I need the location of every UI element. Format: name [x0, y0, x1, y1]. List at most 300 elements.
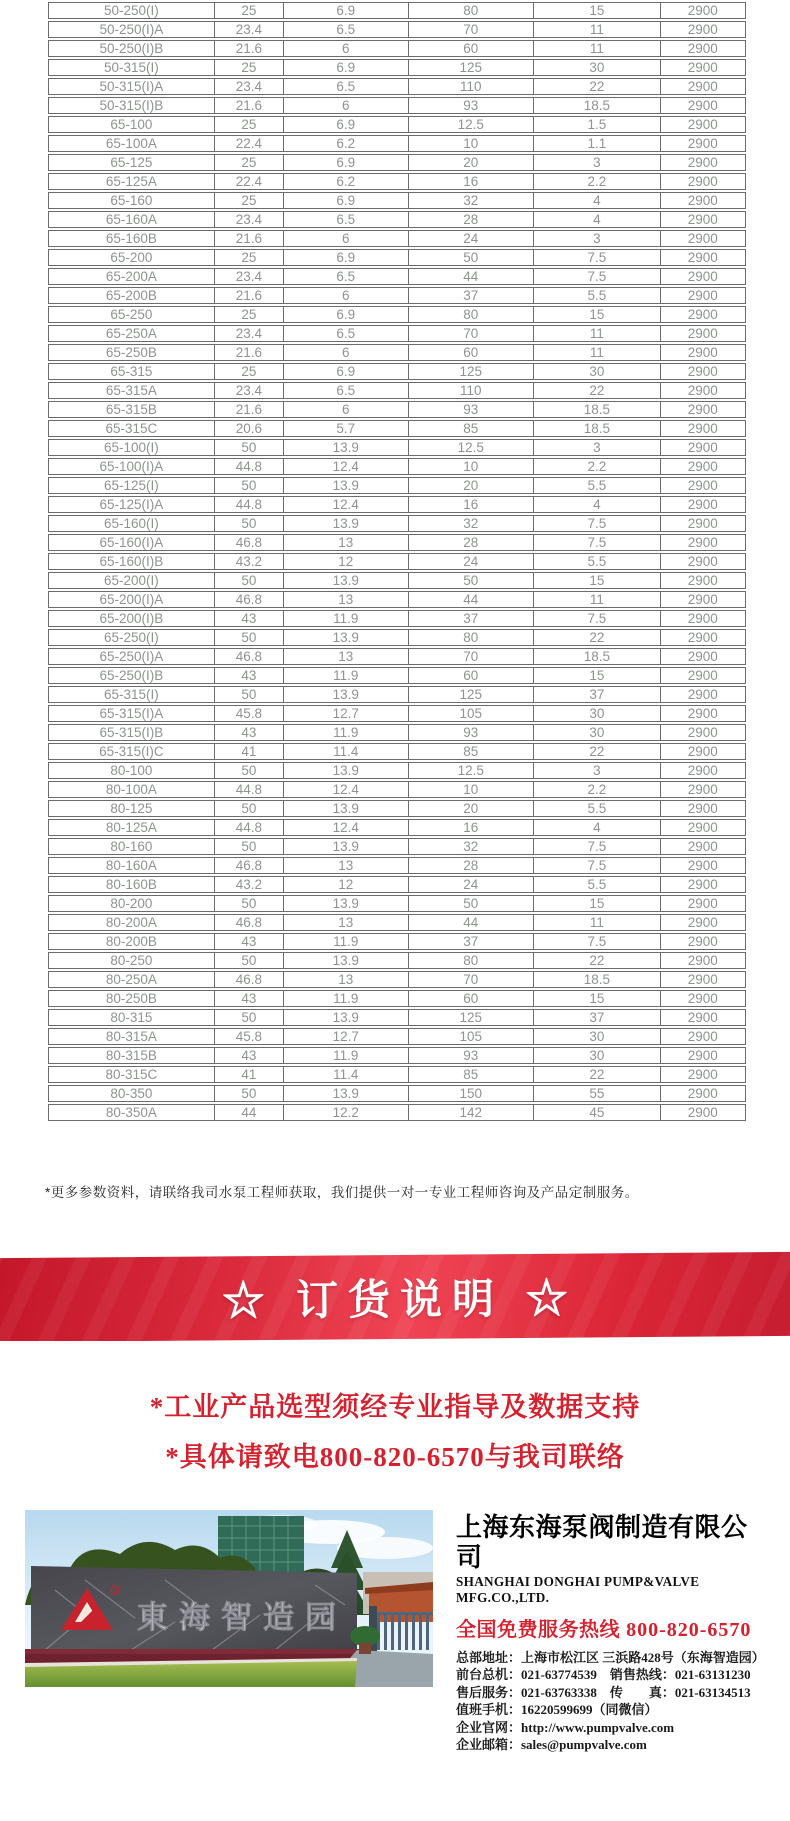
spec-table-cell: 18.5 [533, 971, 660, 988]
spec-table-cell: 46.8 [214, 914, 283, 931]
spec-table-cell: 65-100(I) [48, 439, 214, 456]
spec-table-row [48, 667, 746, 684]
spec-table-cell: 15 [533, 895, 660, 912]
spec-table-cell: 28 [408, 857, 534, 874]
spec-table-cell: 25 [214, 2, 283, 19]
spec-table-cell: 65-125 [48, 154, 214, 171]
spec-table-cell: 30 [533, 705, 660, 722]
spec-table-cell: 46.8 [214, 591, 283, 608]
spec-table-cell: 23.4 [214, 211, 283, 228]
spec-table-cell: 2900 [660, 534, 746, 551]
spec-table-cell: 6.9 [283, 306, 408, 323]
spec-table-cell: 50 [214, 477, 283, 494]
spec-table-row [48, 287, 746, 304]
selection-notice [0, 1385, 790, 1474]
spec-table-row [48, 1085, 746, 1102]
spec-table-cell: 11 [533, 21, 660, 38]
spec-table-cell: 65-315A [48, 382, 214, 399]
spec-table-cell: 65-100 [48, 116, 214, 133]
spec-table-row [48, 1047, 746, 1064]
spec-table-cell: 45 [533, 1104, 660, 1121]
spec-table-row [48, 952, 746, 969]
spec-table-cell: 60 [408, 40, 534, 57]
spec-table-cell: 7.5 [533, 268, 660, 285]
spec-table-row [48, 230, 746, 247]
spec-table-cell: 2900 [660, 420, 746, 437]
spec-table-cell: 6.5 [283, 268, 408, 285]
photo-sign-text: 東海智造园 [137, 1600, 347, 1635]
spec-table-cell: 2900 [660, 990, 746, 1007]
spec-table-cell: 2900 [660, 933, 746, 950]
spec-table-row [48, 1009, 746, 1026]
spec-table-cell: 50-250(I) [48, 2, 214, 19]
spec-table-cell: 7.5 [533, 249, 660, 266]
spec-table-cell: 65-160A [48, 211, 214, 228]
spec-table-cell: 2900 [660, 230, 746, 247]
spec-table-cell: 21.6 [214, 230, 283, 247]
spec-table-row [48, 59, 746, 76]
spec-table-cell: 11 [533, 344, 660, 361]
spec-table-cell: 43 [214, 724, 283, 741]
company-contact-list [456, 1649, 765, 1753]
spec-table-cell: 65-250(I)A [48, 648, 214, 665]
spec-table-row [48, 762, 746, 779]
spec-table-row [48, 781, 746, 798]
spec-table-cell: 10 [408, 781, 534, 798]
spec-table-cell: 46.8 [214, 971, 283, 988]
spec-table-cell: 13.9 [283, 895, 408, 912]
spec-table-cell: 80-350A [48, 1104, 214, 1121]
spec-table-cell: 80-315B [48, 1047, 214, 1064]
spec-table-cell: 65-160(I) [48, 515, 214, 532]
spec-table-cell: 65-315B [48, 401, 214, 418]
spec-table-cell: 13.9 [283, 762, 408, 779]
spec-table-cell: 16 [408, 819, 534, 836]
spec-table-row [48, 382, 746, 399]
spec-table-cell: 2900 [660, 192, 746, 209]
service-hotline-number: 800-820-6570 [626, 1619, 752, 1641]
spec-table-cell: 13 [283, 534, 408, 551]
company-contact-line: 售后服务：021-63763338 传 真：021-63134513 [456, 1684, 751, 1700]
spec-table-cell: 13.9 [283, 477, 408, 494]
spec-table-cell: 37 [533, 1009, 660, 1026]
spec-table-cell: 2900 [660, 40, 746, 57]
spec-table-cell: 11.9 [283, 667, 408, 684]
spec-table-cell: 80 [408, 306, 534, 323]
spec-table-cell: 2900 [660, 59, 746, 76]
spec-table-cell: 1.5 [533, 116, 660, 133]
spec-table-cell: 65-200(I)A [48, 591, 214, 608]
spec-table-cell: 7.5 [533, 838, 660, 855]
spec-table-cell: 13.9 [283, 1009, 408, 1026]
spec-table-cell: 22 [533, 952, 660, 969]
company-contact-line: 前台总机：021-63774539 销售热线：021-63131230 [456, 1667, 751, 1683]
spec-table-cell: 2900 [660, 1009, 746, 1026]
spec-table-cell: 25 [214, 59, 283, 76]
spec-table-cell: 5.5 [533, 553, 660, 570]
spec-table-row [48, 21, 746, 38]
spec-table-cell: 2900 [660, 1066, 746, 1083]
spec-table-row [48, 800, 746, 817]
spec-table-cell: 24 [408, 553, 534, 570]
spec-table-cell: 6.5 [283, 211, 408, 228]
spec-table-cell: 2900 [660, 496, 746, 513]
spec-table-cell: 2900 [660, 705, 746, 722]
spec-table-cell: 20 [408, 154, 534, 171]
spec-table-cell: 15 [533, 572, 660, 589]
spec-table-cell: 6.5 [283, 21, 408, 38]
spec-table-cell: 25 [214, 154, 283, 171]
spec-table-cell: 30 [533, 1047, 660, 1064]
spec-table-cell: 15 [533, 667, 660, 684]
selection-notice-line-1: *工业产品选型须经专业指导及数据支持 [149, 1392, 641, 1422]
spec-table-row [48, 344, 746, 361]
spec-table-cell: 65-125(I)A [48, 496, 214, 513]
spec-table-cell: 2900 [660, 1104, 746, 1121]
order-instructions-title: ☆ 订货说明 ☆ [222, 1274, 578, 1325]
spec-table-cell: 2900 [660, 971, 746, 988]
spec-table-cell: 30 [533, 59, 660, 76]
spec-table-cell: 2900 [660, 610, 746, 627]
spec-table-cell: 70 [408, 325, 534, 342]
spec-table-cell: 80-200A [48, 914, 214, 931]
spec-table-cell: 2900 [660, 629, 746, 646]
spec-table-row [48, 838, 746, 855]
spec-table-cell: 2900 [660, 325, 746, 342]
spec-table-row [48, 743, 746, 760]
spec-table-cell: 41 [214, 743, 283, 760]
spec-table-cell: 44 [214, 1104, 283, 1121]
spec-table-cell: 12.4 [283, 781, 408, 798]
company-name-cn: 上海东海泵阀制造有限公司 [456, 1512, 748, 1572]
spec-table-cell: 105 [408, 705, 534, 722]
spec-table-cell: 65-315(I) [48, 686, 214, 703]
spec-table-cell: 22 [533, 78, 660, 95]
spec-table-cell: 22 [533, 629, 660, 646]
spec-table-cell: 45.8 [214, 1028, 283, 1045]
spec-table-cell: 65-160(I)B [48, 553, 214, 570]
spec-table-cell: 2900 [660, 800, 746, 817]
spec-table-row [48, 895, 746, 912]
spec-table-cell: 50 [214, 572, 283, 589]
spec-table-cell: 13.9 [283, 952, 408, 969]
spec-table-cell: 6.9 [283, 59, 408, 76]
spec-table-cell: 12.4 [283, 458, 408, 475]
spec-table-cell: 3 [533, 439, 660, 456]
spec-table-cell: 55 [533, 1085, 660, 1102]
spec-table-cell: 13.9 [283, 629, 408, 646]
spec-table-cell: 2900 [660, 819, 746, 836]
company-contact-line: 企业官网：http://www.pumpvalve.com [456, 1719, 675, 1735]
spec-table-cell: 15 [533, 306, 660, 323]
spec-table-cell: 5.5 [533, 477, 660, 494]
spec-table-cell: 43 [214, 990, 283, 1007]
spec-table-cell: 7.5 [533, 857, 660, 874]
spec-table-cell: 12.4 [283, 819, 408, 836]
spec-table-cell: 6 [283, 287, 408, 304]
spec-table-cell: 80-250B [48, 990, 214, 1007]
spec-table-cell: 20 [408, 800, 534, 817]
spec-table-row [48, 458, 746, 475]
spec-table-cell: 6.9 [283, 363, 408, 380]
spec-table-cell: 22 [533, 382, 660, 399]
spec-table-cell: 2900 [660, 1047, 746, 1064]
spec-table-cell: 6.9 [283, 249, 408, 266]
spec-table-cell: 23.4 [214, 325, 283, 342]
spec-table-cell: 25 [214, 363, 283, 380]
spec-table-cell: 65-200(I)B [48, 610, 214, 627]
spec-table-cell: 15 [533, 990, 660, 1007]
spec-table-cell: 12.5 [408, 439, 534, 456]
spec-table-cell: 22 [533, 743, 660, 760]
spec-table-cell: 21.6 [214, 401, 283, 418]
spec-table-cell: 12 [283, 553, 408, 570]
spec-table-cell: 65-250(I) [48, 629, 214, 646]
selection-notice-line-2: *具体请致电800-820-6570与我司联络 [165, 1442, 625, 1472]
spec-table-cell: 6 [283, 230, 408, 247]
spec-table-cell: 46.8 [214, 534, 283, 551]
spec-table-cell: 50 [214, 629, 283, 646]
spec-table-cell: 21.6 [214, 97, 283, 114]
spec-table-row [48, 496, 746, 513]
spec-table-cell: 2900 [660, 249, 746, 266]
spec-table-cell: 2900 [660, 515, 746, 532]
spec-table-cell: 43 [214, 667, 283, 684]
spec-table-cell: 2900 [660, 154, 746, 171]
spec-table-cell: 50 [408, 895, 534, 912]
spec-table-cell: 50 [408, 249, 534, 266]
spec-table-cell: 50 [214, 686, 283, 703]
spec-table-cell: 5.5 [533, 800, 660, 817]
spec-table-cell: 23.4 [214, 268, 283, 285]
spec-table-cell: 6 [283, 97, 408, 114]
spec-table-cell: 1.1 [533, 135, 660, 152]
spec-table-cell: 2900 [660, 724, 746, 741]
spec-table-cell: 65-125(I) [48, 477, 214, 494]
spec-table-cell: 3 [533, 154, 660, 171]
spec-table-cell: 50-315(I) [48, 59, 214, 76]
spec-table-cell: 80-350 [48, 1085, 214, 1102]
spec-table-cell: 3 [533, 762, 660, 779]
spec-table-cell: 65-160(I)A [48, 534, 214, 551]
spec-table-cell: 13.9 [283, 515, 408, 532]
spec-table-cell: 65-250B [48, 344, 214, 361]
spec-table-cell: 11.4 [283, 743, 408, 760]
order-instructions-ribbon [0, 1252, 790, 1341]
spec-table-cell: 43.2 [214, 553, 283, 570]
spec-table-cell: 37 [408, 287, 534, 304]
spec-table-cell: 2900 [660, 2, 746, 19]
spec-table-cell: 85 [408, 743, 534, 760]
spec-table-cell: 43 [214, 610, 283, 627]
spec-table-cell: 93 [408, 724, 534, 741]
spec-table-cell: 25 [214, 249, 283, 266]
spec-table-cell: 80-250A [48, 971, 214, 988]
spec-table-cell: 6.9 [283, 116, 408, 133]
spec-table-cell: 80-160B [48, 876, 214, 893]
spec-table-cell: 44 [408, 914, 534, 931]
spec-table-cell: 11 [533, 914, 660, 931]
service-hotline-label: 全国免费服务热线 [456, 1619, 620, 1641]
spec-table-cell: 13.9 [283, 1085, 408, 1102]
spec-table-row [48, 249, 746, 266]
spec-table-cell: 65-250 [48, 306, 214, 323]
spec-table-cell: 30 [533, 1028, 660, 1045]
spec-table-cell: 6.9 [283, 192, 408, 209]
spec-table-cell: 65-315 [48, 363, 214, 380]
spec-table-cell: 2900 [660, 287, 746, 304]
spec-table-cell: 2900 [660, 306, 746, 323]
spec-table-cell: 80-125A [48, 819, 214, 836]
spec-table-cell: 50 [408, 572, 534, 589]
spec-table-cell: 22.4 [214, 173, 283, 190]
factory-photo [25, 1510, 433, 1687]
spec-table-cell: 44 [408, 591, 534, 608]
spec-table-cell: 6.2 [283, 135, 408, 152]
spec-table-cell: 50 [214, 838, 283, 855]
spec-table-cell: 2900 [660, 591, 746, 608]
spec-table-cell: 32 [408, 838, 534, 855]
spec-table-cell: 11.9 [283, 933, 408, 950]
spec-table-cell: 65-250(I)B [48, 667, 214, 684]
spec-table-row [48, 1104, 746, 1121]
spec-table-cell: 80 [408, 629, 534, 646]
spec-table-cell: 2900 [660, 439, 746, 456]
spec-table-cell: 2.2 [533, 173, 660, 190]
spec-table-cell: 44.8 [214, 781, 283, 798]
spec-table-cell: 7.5 [533, 534, 660, 551]
spec-table-cell: 6.5 [283, 325, 408, 342]
spec-table-cell: 11.4 [283, 1066, 408, 1083]
photo-plant-pot [359, 1643, 371, 1654]
spec-table-cell: 2900 [660, 382, 746, 399]
spec-table-cell: 16 [408, 496, 534, 513]
spec-table-row [48, 135, 746, 152]
spec-table-cell: 32 [408, 192, 534, 209]
spec-table-row [48, 971, 746, 988]
spec-table-cell: 2900 [660, 876, 746, 893]
spec-table-cell: 28 [408, 211, 534, 228]
spec-table-cell: 11.9 [283, 610, 408, 627]
spec-table-cell: 45.8 [214, 705, 283, 722]
spec-table-cell: 85 [408, 1066, 534, 1083]
spec-table-cell: 25 [214, 306, 283, 323]
spec-table-row [48, 173, 746, 190]
spec-table-row [48, 40, 746, 57]
spec-table-cell: 150 [408, 1085, 534, 1102]
spec-table-cell: 2900 [660, 116, 746, 133]
spec-table-cell: 11.9 [283, 990, 408, 1007]
spec-table-row [48, 2, 746, 19]
spec-table-cell: 21.6 [214, 287, 283, 304]
spec-table-cell: 110 [408, 78, 534, 95]
spec-table-cell: 5.5 [533, 287, 660, 304]
spec-table-cell: 6.5 [283, 78, 408, 95]
pump-spec-table-body [48, 2, 746, 1121]
spec-table-row [48, 629, 746, 646]
spec-table-row [48, 192, 746, 209]
spec-table-cell: 50 [214, 439, 283, 456]
spec-table-cell: 80-315 [48, 1009, 214, 1026]
spec-table-cell: 12.5 [408, 116, 534, 133]
spec-table-row [48, 401, 746, 418]
spec-table-row [48, 97, 746, 114]
photo-hedge-highlight [25, 1649, 365, 1654]
spec-table-row [48, 420, 746, 437]
spec-table-cell: 2900 [660, 21, 746, 38]
company-section [0, 1510, 790, 1753]
spec-table-cell: 80-200B [48, 933, 214, 950]
spec-table-cell: 65-250A [48, 325, 214, 342]
spec-table-cell: 12 [283, 876, 408, 893]
spec-table-row [48, 515, 746, 532]
spec-table-cell: 30 [533, 363, 660, 380]
spec-table-row [48, 78, 746, 95]
spec-table-cell: 13 [283, 648, 408, 665]
svg-text:R: R [113, 1588, 117, 1595]
spec-table-cell: 15 [533, 2, 660, 19]
spec-table-row [48, 154, 746, 171]
spec-table-cell: 5.5 [533, 876, 660, 893]
spec-table-cell: 20.6 [214, 420, 283, 437]
spec-table-cell: 50-250(I)B [48, 40, 214, 57]
spec-table-cell: 80-160A [48, 857, 214, 874]
spec-table-cell: 13 [283, 857, 408, 874]
spec-table-cell: 46.8 [214, 648, 283, 665]
spec-table-cell: 60 [408, 667, 534, 684]
spec-table-cell: 80 [408, 2, 534, 19]
spec-table-cell: 2900 [660, 914, 746, 931]
spec-table-cell: 2900 [660, 781, 746, 798]
spec-table-cell: 43 [214, 1047, 283, 1064]
spec-table-cell: 12.7 [283, 705, 408, 722]
service-hotline [456, 1613, 765, 1642]
spec-table-row [48, 914, 746, 931]
spec-table-cell: 60 [408, 344, 534, 361]
spec-table-cell: 10 [408, 135, 534, 152]
spec-table-row [48, 1066, 746, 1083]
spec-table-cell: 2900 [660, 401, 746, 418]
spec-table-row [48, 990, 746, 1007]
spec-table-cell: 24 [408, 876, 534, 893]
spec-table-cell: 2900 [660, 97, 746, 114]
spec-table-cell: 6.9 [283, 2, 408, 19]
spec-table-cell: 65-315(I)B [48, 724, 214, 741]
spec-table-cell: 65-200(I) [48, 572, 214, 589]
spec-table-cell: 93 [408, 401, 534, 418]
spec-table-cell: 125 [408, 363, 534, 380]
spec-table-cell: 65-200B [48, 287, 214, 304]
spec-table-cell: 65-200 [48, 249, 214, 266]
spec-table-cell: 110 [408, 382, 534, 399]
spec-table-cell: 13 [283, 591, 408, 608]
company-name-en: SHANGHAI DONGHAI PUMP&VALVE MFG.CO.,LTD. [456, 1574, 700, 1605]
spec-table-cell: 50 [214, 895, 283, 912]
spec-table-row [48, 553, 746, 570]
spec-table-cell: 37 [408, 610, 534, 627]
spec-table-cell: 12.4 [283, 496, 408, 513]
spec-table-cell: 80-100A [48, 781, 214, 798]
company-contact-line: 总部地址：上海市松江区 三浜路428号（东海智造园） [456, 1650, 765, 1665]
spec-table-cell: 13 [283, 971, 408, 988]
spec-table-row [48, 572, 746, 589]
spec-table-cell: 6.5 [283, 382, 408, 399]
spec-table-cell: 70 [408, 648, 534, 665]
spec-table-cell: 22.4 [214, 135, 283, 152]
spec-table-cell: 5.7 [283, 420, 408, 437]
spec-table-cell: 70 [408, 21, 534, 38]
spec-table-row [48, 724, 746, 741]
